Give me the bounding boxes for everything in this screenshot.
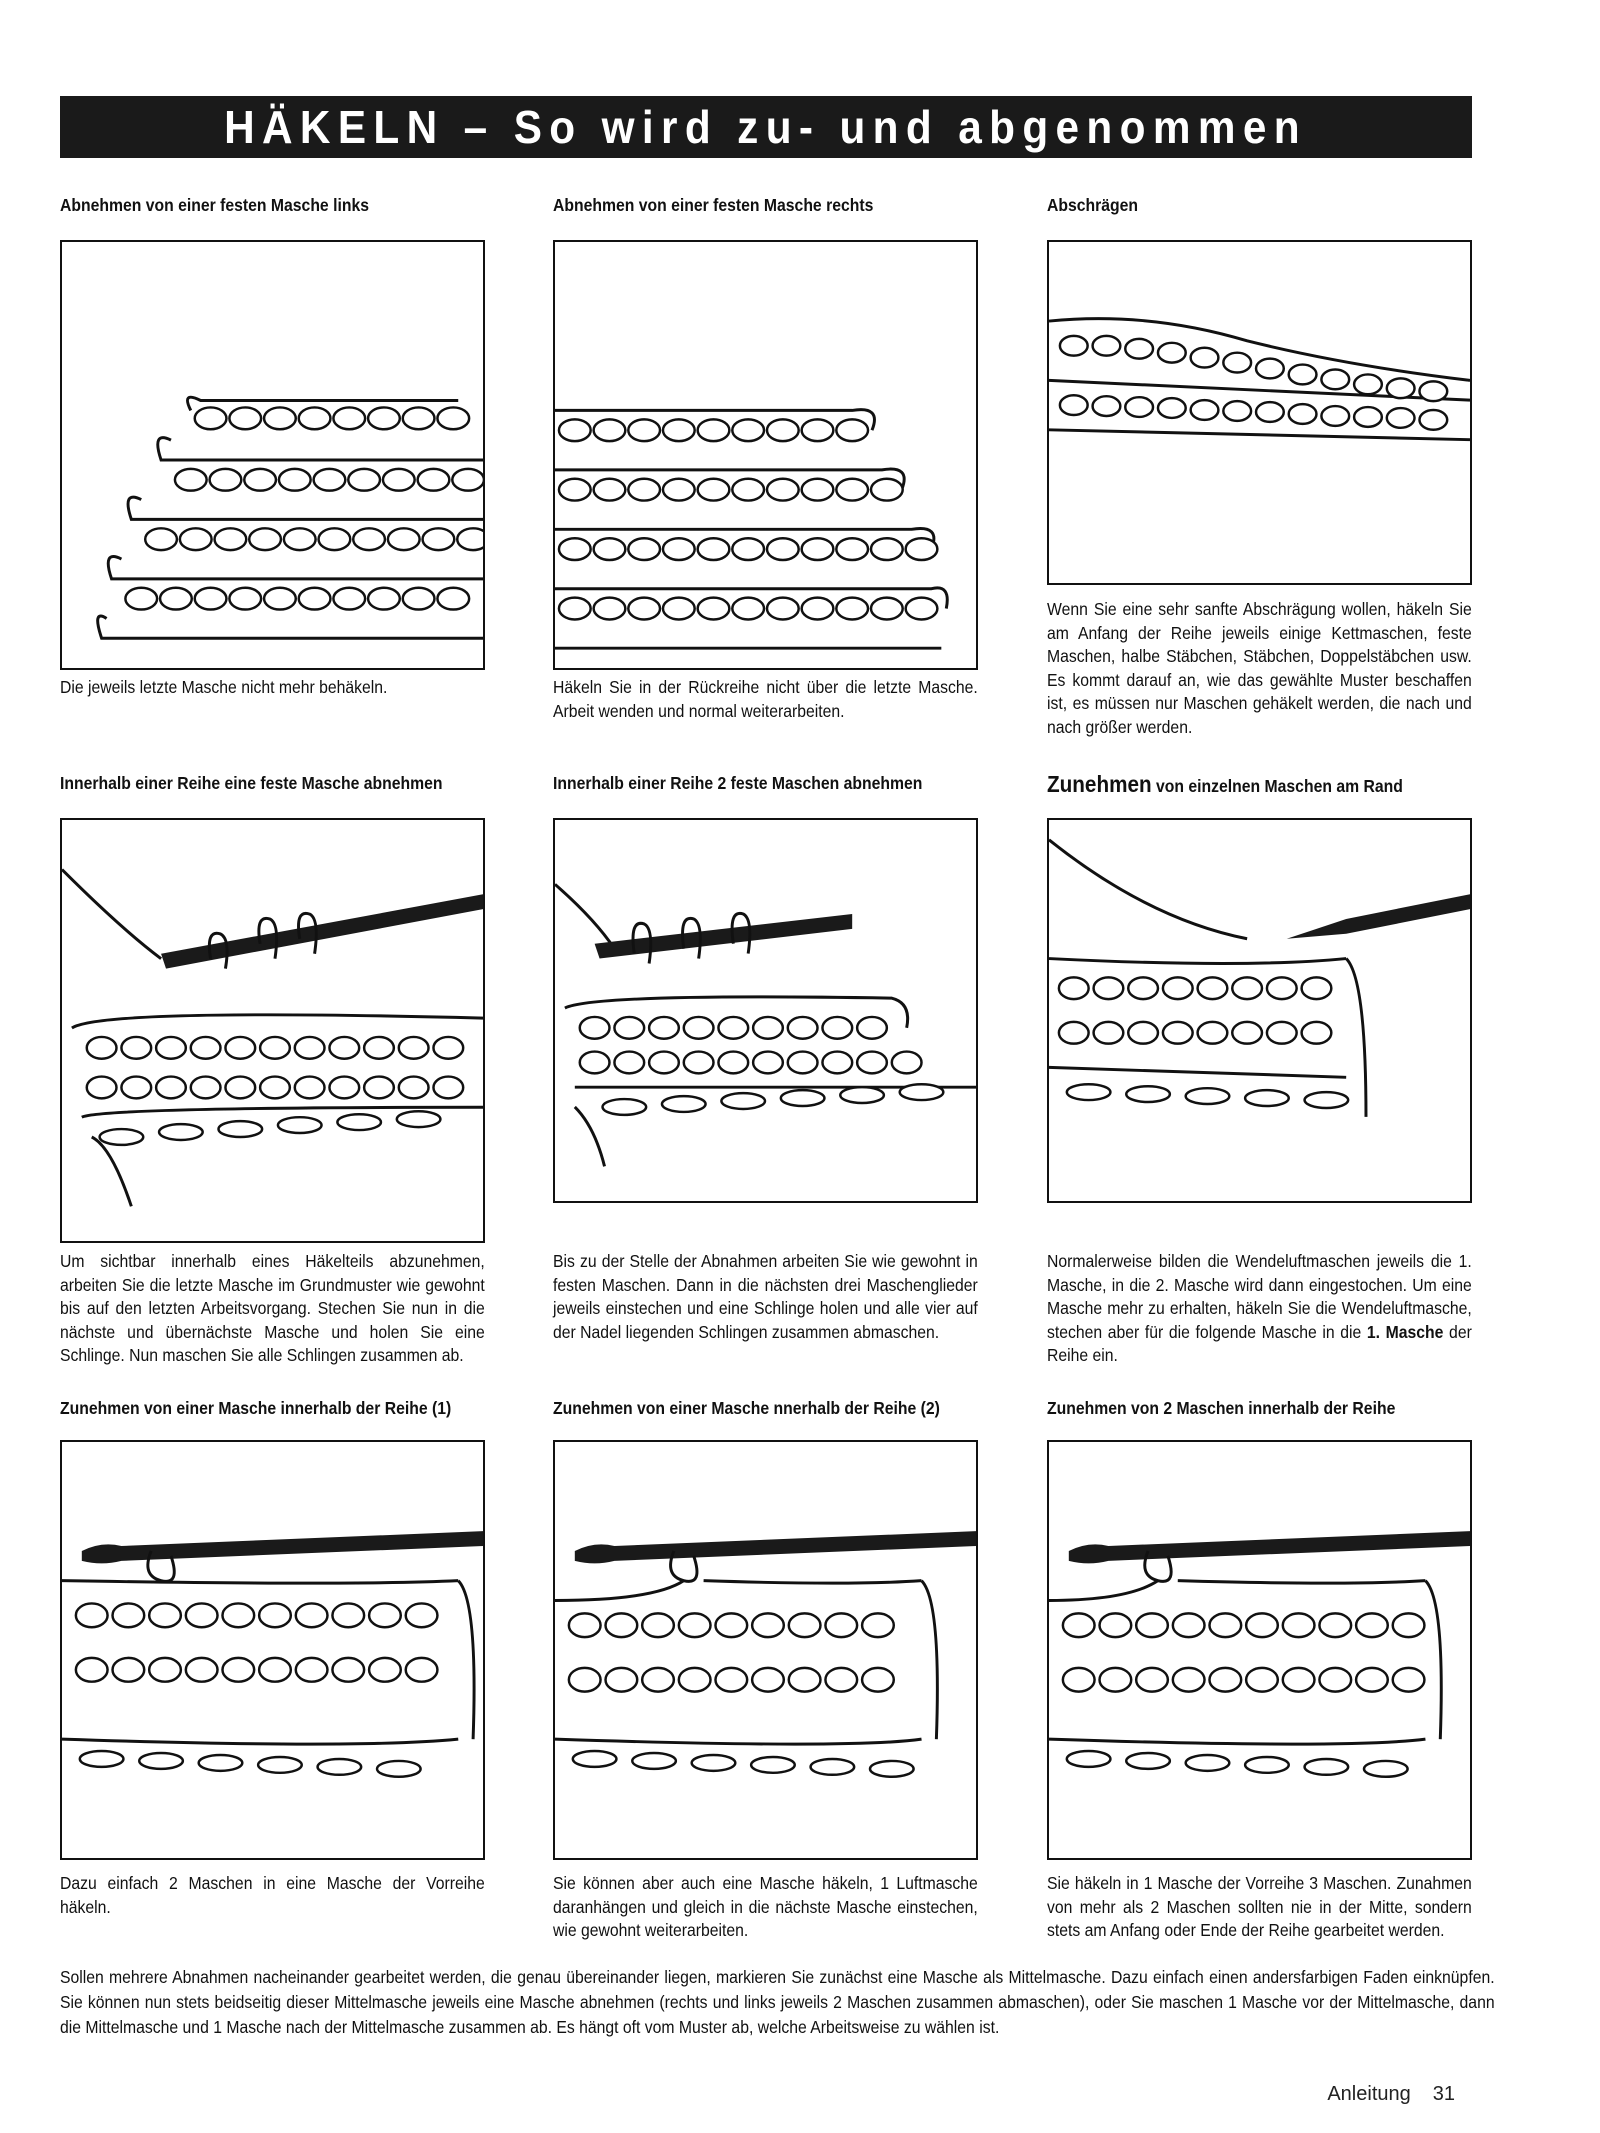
- heading-reihe-eine-masche-abnehmen: Innerhalb einer Reihe eine feste Masche abnehmen: [60, 773, 443, 793]
- page-number: 31: [1432, 2083, 1455, 2105]
- crochet-hook-icon: [1069, 1531, 1470, 1563]
- illustration-abschraegen: [1047, 240, 1472, 585]
- crochet-hook-icon: [1287, 894, 1470, 939]
- crochet-fabric-illustration: [555, 242, 976, 668]
- heading-zunehmen-reihe-1: Zunehmen von einer Masche innerhalb der Reihe (1): [60, 1398, 452, 1418]
- caption-zunehmen-zwei-maschen: Sie häkeln in 1 Masche der Vorreihe 3 Maschen. Zunahmen von mehr als 2 Maschen sollten nie in der Mitte, sondern stets am Anfang oder Ende der Reihe gearbeitet werden.: [1047, 1873, 1472, 1940]
- caption-zunehmen-rand: [1047, 1250, 1472, 1368]
- heading-zunehmen-rest: von einzelnen Maschen am Rand: [1151, 776, 1403, 796]
- crochet-hook-illustration: [555, 820, 976, 1201]
- illustration-reihe-zwei-maschen-abnehmen: [553, 818, 978, 1203]
- page-title: HÄKELN – So wird zu- und abgenommen: [224, 101, 1308, 153]
- caption-abschraegen: Wenn Sie eine sehr sanfte Abschrägung wollen, häkeln Sie am Anfang der Reihe jeweils einige Kettmaschen, feste Maschen, halbe Stäbchen, Stäbchen, Doppelstäbchen usw. Es kommt darauf an, wie das gewählte Muster beschaffen ist, es müssen nur Maschen gehäkelt werden, die nach und nach größer werden.: [1047, 599, 1472, 737]
- page-title-bar: [60, 96, 1472, 158]
- crochet-hook-illustration: [1049, 1442, 1470, 1858]
- heading-abnehmen-rechts: Abnehmen von einer festen Masche rechts: [553, 195, 874, 215]
- illustration-abnehmen-links: [60, 240, 485, 670]
- heading-reihe-zwei-maschen-abnehmen: Innerhalb einer Reihe 2 feste Maschen abnehmen: [553, 773, 923, 793]
- crochet-fabric-illustration: [1049, 242, 1470, 583]
- caption-zunehmen-rand-post: der Reihe ein.: [1047, 1321, 1472, 1365]
- heading-abnehmen-links: Abnehmen von einer festen Masche links: [60, 195, 369, 215]
- heading-zunehmen-rand: [1047, 771, 1403, 798]
- crochet-hook-illustration: [555, 1442, 976, 1858]
- caption-zunehmen-rand-pre: Normalerweise bilden die Wendeluftmaschen jeweils die 1. Masche, in die 2. Masche wird dann eingestochen. Um eine Masche mehr zu erhalten, häkeln Sie die Wendeluftmasche, stechen aber für die folgende Masche in die: [1047, 1251, 1472, 1342]
- heading-zunehmen-zwei-maschen: Zunehmen von 2 Maschen innerhalb der Reihe: [1047, 1398, 1396, 1418]
- crochet-hook-illustration: [1049, 820, 1470, 1201]
- caption-zunehmen-reihe-1: Dazu einfach 2 Maschen in eine Masche der Vorreihe häkeln.: [60, 1873, 485, 1917]
- caption-reihe-eine-masche-abnehmen: Um sichtbar innerhalb eines Häkelteils abzunehmen, arbeiten Sie die letzte Masche im Grundmuster wie gewohnt bis auf den letzten Arbeitsvorgang. Stechen Sie nun in die nächste und übernächste Masche und holen Sie eine Schlinge. Nun maschen Sie alle Schlingen zusammen ab.: [60, 1251, 485, 1365]
- crochet-fabric-illustration: [62, 242, 483, 668]
- heading-abschraegen: Abschrägen: [1047, 195, 1139, 215]
- heading-zunehmen-big: Zunehmen: [1047, 771, 1152, 797]
- illustration-abnehmen-rechts: [553, 240, 978, 670]
- illustration-zunehmen-reihe-1: [60, 1440, 485, 1860]
- caption-abnehmen-links: Die jeweils letzte Masche nicht mehr behäkeln.: [60, 677, 388, 697]
- illustration-zunehmen-rand: [1047, 818, 1472, 1203]
- crochet-hook-illustration: [62, 1442, 483, 1858]
- illustration-zunehmen-reihe-2: [553, 1440, 978, 1860]
- caption-reihe-zwei-maschen-abnehmen: Bis zu der Stelle der Abnahmen arbeiten Sie wie gewohnt in festen Maschen. Dann in die nächsten drei Maschenglieder jeweils einstechen und eine Schlinge holen und alle vier auf der Nadel liegenden Schlingen zusammen abmaschen.: [553, 1251, 978, 1342]
- caption-abnehmen-rechts: Häkeln Sie in der Rückreihe nicht über die letzte Masche. Arbeit wenden und normal weiterarbeiten.: [553, 677, 978, 721]
- crochet-hook-icon: [575, 1531, 976, 1563]
- caption-zunehmen-rand-bold: 1. Masche: [1366, 1321, 1444, 1342]
- crochet-hook-icon: [82, 1531, 483, 1563]
- page-footer: [1327, 2083, 1455, 2106]
- illustration-zunehmen-zwei-maschen: [1047, 1440, 1472, 1860]
- caption-zunehmen-reihe-2: Sie können aber auch eine Masche häkeln, 1 Luftmasche daranhängen und gleich in die nächste Masche einstechen, wie gewohnt weiterarbeiten.: [553, 1873, 978, 1940]
- crochet-hook-illustration: [62, 820, 483, 1241]
- heading-zunehmen-reihe-2: Zunehmen von einer Masche nnerhalb der Reihe (2): [553, 1398, 940, 1418]
- page-label: Anleitung: [1327, 2083, 1411, 2105]
- footer-paragraph: Sollen mehrere Abnahmen nacheinander gearbeitet werden, die genau übereinander liegen, markieren Sie zunächst eine Masche als Mittelmasche. Dazu einfach einen andersfarbigen Faden einknüpfen. Sie können nun stets beidseitig dieser Mittelmasche jeweils eine Masche abnehmen (rechts und links jeweils 2 Maschen zusammen abmaschen), oder Sie maschen 1 Masche vor der Mittelmasche, dann die Mittelmasche und 1 Masche nach der Mittelmasche zusammen ab. Es hängt oft vom Muster ab, welche Arbeitsweise zu wählen ist.: [60, 1967, 1495, 2037]
- illustration-reihe-eine-masche-abnehmen: [60, 818, 485, 1243]
